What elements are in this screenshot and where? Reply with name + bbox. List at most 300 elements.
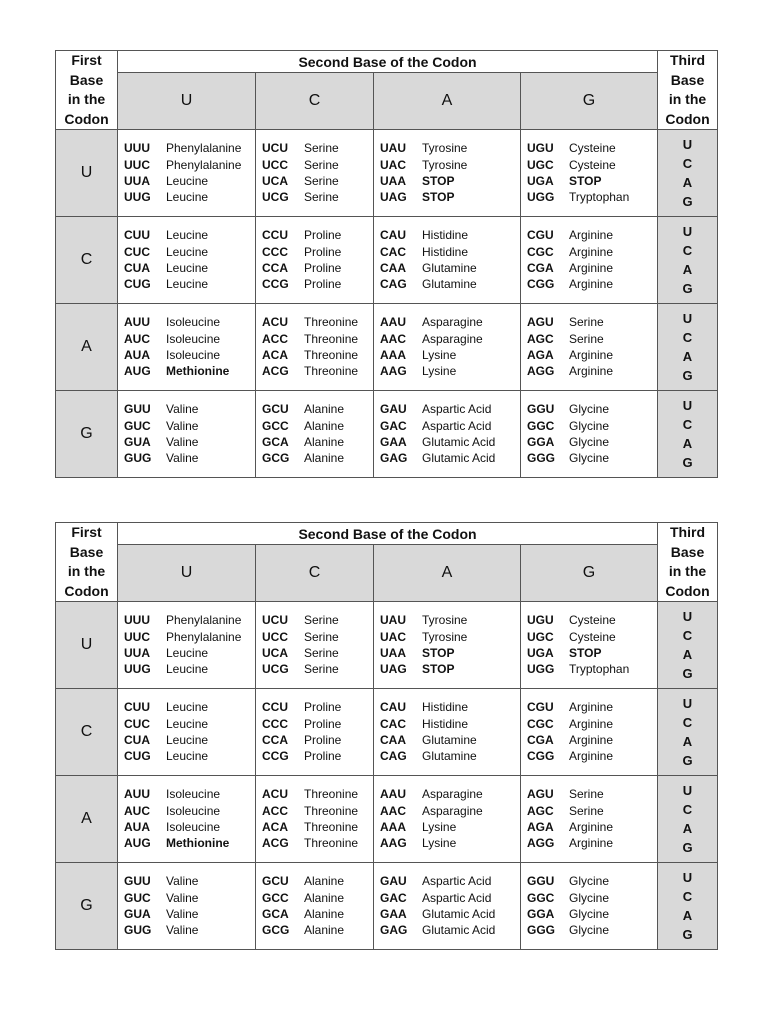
codon: AGG <box>527 364 555 379</box>
codon-cell <box>256 130 374 217</box>
codon: GCU <box>262 874 289 889</box>
codon: CUC <box>124 244 150 259</box>
codon-entry <box>380 260 520 276</box>
codon: CUU <box>124 228 150 243</box>
third-base-header-line: Codon <box>665 110 710 127</box>
amino-acid: Alanine <box>304 890 345 905</box>
third-base-letter: C <box>682 243 693 258</box>
codon-entry <box>527 418 657 434</box>
amino-acid: Phenylalanine <box>166 613 242 628</box>
first-base-header-line: in the <box>67 91 106 107</box>
codon: AUA <box>124 348 150 362</box>
codon-rows <box>56 602 718 950</box>
codon-entry <box>124 716 255 732</box>
codon: UGA <box>527 646 554 660</box>
amino-acid: Valine <box>166 418 199 433</box>
third-base-letter: G <box>682 753 693 768</box>
codon: GUA <box>124 907 151 921</box>
codon-cell <box>374 863 521 950</box>
codon-entry <box>262 629 373 645</box>
second-base-a: A <box>374 73 521 130</box>
codon: AAC <box>380 331 406 346</box>
codon: CCG <box>262 277 289 292</box>
amino-acid: Glutamine <box>422 277 477 292</box>
amino-acid: Glycine <box>569 451 610 466</box>
amino-acid: Serine <box>569 331 604 346</box>
codon: CAG <box>380 277 407 292</box>
codon: AUC <box>124 803 150 818</box>
amino-acid: Serine <box>304 662 339 677</box>
amino-acid: Glycine <box>569 418 610 433</box>
third-base-letter: U <box>682 696 693 711</box>
codon-entry <box>527 835 657 851</box>
codon-cell <box>118 602 256 689</box>
codon: GCG <box>262 923 290 938</box>
codon-entry <box>262 363 373 379</box>
codon: UCU <box>262 613 288 628</box>
amino-acid: Arginine <box>569 364 614 379</box>
third-base-cell <box>658 217 718 304</box>
codon: AAG <box>380 364 407 379</box>
amino-acid: STOP <box>422 662 455 677</box>
codon: UUG <box>124 190 151 205</box>
third-base-letter: C <box>682 628 693 643</box>
codon-cell <box>256 304 374 391</box>
codon: CGC <box>527 716 554 731</box>
codon-entry <box>124 835 255 851</box>
codon-entry <box>527 661 657 677</box>
codon: GAU <box>380 402 407 417</box>
codon: AUG <box>124 836 151 851</box>
codon-entry <box>124 418 255 434</box>
codon: ACG <box>262 364 289 379</box>
codon: UUU <box>124 141 150 156</box>
amino-acid: Alanine <box>304 907 345 921</box>
amino-acid: Glycine <box>569 402 610 417</box>
codon-entry <box>262 661 373 677</box>
codon-entry <box>124 922 255 938</box>
codon-entry <box>262 786 373 802</box>
amino-acid: Alanine <box>304 435 345 449</box>
codon: UCA <box>262 646 288 660</box>
codon-entry <box>262 189 373 205</box>
codon-entry <box>262 140 373 156</box>
codon-entry <box>262 227 373 243</box>
codon: UGG <box>527 190 555 205</box>
amino-acid: STOP <box>569 646 602 660</box>
codon: UGG <box>527 662 555 677</box>
codon-row <box>56 863 718 950</box>
codon: GAG <box>380 451 408 466</box>
codon-entry <box>527 450 657 466</box>
codon: UCG <box>262 190 289 205</box>
codon: UGU <box>527 613 554 628</box>
amino-acid: Tyrosine <box>422 157 468 172</box>
codon: UAG <box>380 190 407 205</box>
amino-acid: Cysteine <box>569 157 616 172</box>
codon: AGC <box>527 331 554 346</box>
amino-acid: Proline <box>304 700 342 715</box>
codon-rows <box>56 130 718 478</box>
codon: AGA <box>527 820 554 834</box>
third-base-letter: U <box>682 311 693 326</box>
codon-entry <box>527 699 657 715</box>
amino-acid: Asparagine <box>422 787 483 802</box>
codon-cell <box>256 776 374 863</box>
amino-acid: Glutamic Acid <box>422 451 496 466</box>
codon-entry <box>527 227 657 243</box>
codon-entry <box>124 314 255 330</box>
amino-acid: Aspartic Acid <box>422 874 492 889</box>
codon-row <box>56 689 718 776</box>
amino-acid: Methionine <box>166 364 230 379</box>
codon: UGC <box>527 157 554 172</box>
codon: GAC <box>380 418 407 433</box>
second-base-header: Second Base of the Codon <box>118 51 658 73</box>
third-base-letter: C <box>682 715 693 730</box>
codon-entry <box>380 819 520 835</box>
codon: GCC <box>262 418 289 433</box>
codon-cell <box>521 304 658 391</box>
codon: UAU <box>380 613 406 628</box>
third-base-letter: G <box>682 194 693 209</box>
third-base-letter: U <box>682 609 693 624</box>
codon-entry <box>527 347 657 363</box>
second-base-a: A <box>374 545 521 602</box>
codon: CGA <box>527 261 554 275</box>
codon: ACA <box>262 348 288 362</box>
amino-acid: Proline <box>304 228 342 243</box>
codon: UUA <box>124 646 150 660</box>
amino-acid: Valine <box>166 435 199 449</box>
codon: UAG <box>380 662 407 677</box>
codon: GGU <box>527 874 555 889</box>
codon-cell <box>521 776 658 863</box>
amino-acid: Tyrosine <box>422 141 468 156</box>
amino-acid: Glutamic Acid <box>422 907 496 921</box>
codon-entry <box>380 363 520 379</box>
codon-entry <box>527 819 657 835</box>
codon: ACU <box>262 787 288 802</box>
amino-acid: Leucine <box>166 261 209 275</box>
codon: CUG <box>124 749 151 764</box>
codon-cell <box>374 391 521 478</box>
codon-entry <box>124 363 255 379</box>
codon-entry <box>380 699 520 715</box>
codon: GUA <box>124 435 151 449</box>
codon: AUU <box>124 787 150 802</box>
codon-cell <box>118 130 256 217</box>
third-base-cell <box>658 304 718 391</box>
third-base-letter: A <box>682 734 693 749</box>
codon-entry <box>262 173 373 189</box>
codon: AUA <box>124 820 150 834</box>
first-base-cell: U <box>56 130 118 217</box>
codon-entry <box>124 732 255 748</box>
codon-entry <box>380 276 520 292</box>
amino-acid: Cysteine <box>569 141 616 156</box>
codon-entry <box>124 629 255 645</box>
amino-acid: Isoleucine <box>166 331 221 346</box>
third-base-header-line: Third <box>670 524 705 540</box>
codon: AAC <box>380 803 406 818</box>
amino-acid: Leucine <box>166 646 209 660</box>
third-base-letter: A <box>682 436 693 451</box>
amino-acid: Leucine <box>166 716 209 731</box>
amino-acid: Threonine <box>304 803 359 818</box>
codon: UCU <box>262 141 288 156</box>
codon: CUA <box>124 733 150 747</box>
codon: GGA <box>527 907 555 921</box>
amino-acid: Proline <box>304 261 342 275</box>
codon-entry <box>124 401 255 417</box>
codon-entry <box>527 173 657 189</box>
codon-entry <box>124 347 255 363</box>
codon-entry <box>527 612 657 628</box>
codon-entry <box>262 450 373 466</box>
amino-acid: Aspartic Acid <box>422 402 492 417</box>
amino-acid: Serine <box>304 613 339 628</box>
codon-cell <box>256 217 374 304</box>
amino-acid: Isoleucine <box>166 820 221 834</box>
codon-entry <box>124 244 255 260</box>
codon-row <box>56 391 718 478</box>
amino-acid: Threonine <box>304 787 359 802</box>
amino-acid: STOP <box>422 174 455 188</box>
codon-entry <box>380 786 520 802</box>
codon-entry <box>262 418 373 434</box>
amino-acid: Tryptophan <box>569 190 630 205</box>
codon: AUC <box>124 331 150 346</box>
amino-acid: Methionine <box>166 836 230 851</box>
codon-entry <box>124 661 255 677</box>
amino-acid: Histidine <box>422 700 469 715</box>
amino-acid: Leucine <box>166 228 209 243</box>
codon: GUU <box>124 402 151 417</box>
codon-cell <box>118 217 256 304</box>
codon-entry <box>527 157 657 173</box>
codon-row <box>56 602 718 689</box>
codon: UUC <box>124 629 150 644</box>
first-base-header-line: First <box>71 52 102 68</box>
amino-acid: Proline <box>304 749 342 764</box>
codon: UAA <box>380 646 406 660</box>
codon: UUU <box>124 613 150 628</box>
codon-entry <box>262 890 373 906</box>
codon: CCU <box>262 228 288 243</box>
codon-entry <box>527 189 657 205</box>
amino-acid: Serine <box>304 174 339 188</box>
codon: CGU <box>527 700 554 715</box>
first-base-header-line: First <box>71 524 102 540</box>
amino-acid: Arginine <box>569 716 614 731</box>
codon-entry <box>262 645 373 661</box>
codon-entry <box>380 906 520 922</box>
amino-acid: Proline <box>304 716 342 731</box>
amino-acid: STOP <box>422 646 455 660</box>
codon: CUC <box>124 716 150 731</box>
amino-acid: Asparagine <box>422 315 483 330</box>
codon-entry <box>527 873 657 889</box>
first-base-header-line: Codon <box>64 110 109 127</box>
codon-entry <box>124 434 255 450</box>
codon: GUC <box>124 890 151 905</box>
codon: CAC <box>380 244 406 259</box>
codon: AUG <box>124 364 151 379</box>
codon-entry <box>527 331 657 347</box>
codon-cell <box>521 217 658 304</box>
codon-entry <box>527 434 657 450</box>
amino-acid: Glycine <box>569 923 610 938</box>
amino-acid: Serine <box>304 190 339 205</box>
codon: CGU <box>527 228 554 243</box>
amino-acid: Glutamic Acid <box>422 435 496 449</box>
codon: GCC <box>262 890 289 905</box>
codon: CUA <box>124 261 150 275</box>
codon-entry <box>380 418 520 434</box>
codon: UGU <box>527 141 554 156</box>
codon: GAC <box>380 890 407 905</box>
second-base-c: C <box>256 73 374 130</box>
codon-entry <box>527 260 657 276</box>
third-base-letter: G <box>682 455 693 470</box>
codon-table-2 <box>55 522 718 950</box>
amino-acid: Threonine <box>304 348 359 362</box>
first-base-cell: A <box>56 776 118 863</box>
amino-acid: Arginine <box>569 836 614 851</box>
codon-entry <box>124 276 255 292</box>
amino-acid: Phenylalanine <box>166 157 242 172</box>
amino-acid: Isoleucine <box>166 787 221 802</box>
codon: GAA <box>380 435 407 449</box>
codon: AGU <box>527 315 554 330</box>
amino-acid: Serine <box>569 315 604 330</box>
codon-entry <box>262 835 373 851</box>
amino-acid: Tyrosine <box>422 613 468 628</box>
amino-acid: Serine <box>304 629 339 644</box>
amino-acid: Glutamic Acid <box>422 923 496 938</box>
codon-entry <box>380 645 520 661</box>
third-base-header-line: Codon <box>665 582 710 599</box>
codon: CAA <box>380 733 406 747</box>
codon: ACC <box>262 331 288 346</box>
codon-cell <box>521 130 658 217</box>
third-base-letter: G <box>682 281 693 296</box>
codon-cell <box>118 304 256 391</box>
codon: GUG <box>124 451 152 466</box>
codon: UGC <box>527 629 554 644</box>
codon-cell <box>256 689 374 776</box>
codon: CCC <box>262 244 288 259</box>
codon: GCU <box>262 402 289 417</box>
amino-acid: Leucine <box>166 190 209 205</box>
amino-acid: Alanine <box>304 418 345 433</box>
amino-acid: Leucine <box>166 700 209 715</box>
codon-cell <box>256 602 374 689</box>
third-base-cell <box>658 602 718 689</box>
codon: UUC <box>124 157 150 172</box>
codon-entry <box>262 331 373 347</box>
first-base-header-line: Base <box>69 543 104 560</box>
codon-entry <box>380 873 520 889</box>
codon-cell <box>521 602 658 689</box>
amino-acid: Leucine <box>166 244 209 259</box>
codon: ACU <box>262 315 288 330</box>
codon-cell <box>256 391 374 478</box>
codon-entry <box>527 716 657 732</box>
amino-acid: Lysine <box>422 364 457 379</box>
amino-acid: Isoleucine <box>166 348 221 362</box>
amino-acid: Threonine <box>304 364 359 379</box>
codon: CAC <box>380 716 406 731</box>
codon-entry <box>124 260 255 276</box>
codon: UUA <box>124 174 150 188</box>
codon: AAU <box>380 315 406 330</box>
codon: GGC <box>527 890 555 905</box>
amino-acid: Valine <box>166 402 199 417</box>
codon-entry <box>380 401 520 417</box>
codon-entry <box>380 803 520 819</box>
amino-acid: Phenylalanine <box>166 141 242 156</box>
third-base-cell <box>658 776 718 863</box>
codon-entry <box>124 819 255 835</box>
codon-cell <box>256 863 374 950</box>
second-base-g: G <box>521 545 658 602</box>
codon-entry <box>380 661 520 677</box>
amino-acid: Arginine <box>569 277 614 292</box>
codon-entry <box>124 699 255 715</box>
codon: CGG <box>527 277 555 292</box>
amino-acid: Serine <box>569 803 604 818</box>
third-base-header-line: Third <box>670 52 705 68</box>
amino-acid: Leucine <box>166 277 209 292</box>
codon-entry <box>262 819 373 835</box>
codon-table-1 <box>55 50 718 478</box>
third-base-letter: C <box>682 802 693 817</box>
codon-entry <box>262 906 373 922</box>
amino-acid: Proline <box>304 733 342 747</box>
codon-entry <box>380 227 520 243</box>
codon: UGA <box>527 174 554 188</box>
codon: ACC <box>262 803 288 818</box>
codon: CGC <box>527 244 554 259</box>
codon-entry <box>262 732 373 748</box>
codon-entry <box>527 922 657 938</box>
amino-acid: Tryptophan <box>569 662 630 677</box>
third-base-cell <box>658 863 718 950</box>
codon: UAU <box>380 141 406 156</box>
first-base-cell: C <box>56 689 118 776</box>
first-base-header-line: in the <box>67 563 106 579</box>
amino-acid: Aspartic Acid <box>422 890 492 905</box>
first-base-cell: G <box>56 391 118 478</box>
codon-entry <box>527 363 657 379</box>
first-base-header-line: Base <box>69 71 104 88</box>
third-base-letter: C <box>682 889 693 904</box>
codon-row <box>56 776 718 863</box>
codon-entry <box>124 450 255 466</box>
amino-acid: Arginine <box>569 700 614 715</box>
codon-cell <box>374 130 521 217</box>
codon-entry <box>124 331 255 347</box>
first-base-header <box>56 51 118 130</box>
amino-acid: Arginine <box>569 228 614 243</box>
amino-acid: Valine <box>166 923 199 938</box>
codon-entry <box>527 314 657 330</box>
second-base-u: U <box>118 73 256 130</box>
codon-entry <box>262 873 373 889</box>
codon-cell <box>118 391 256 478</box>
